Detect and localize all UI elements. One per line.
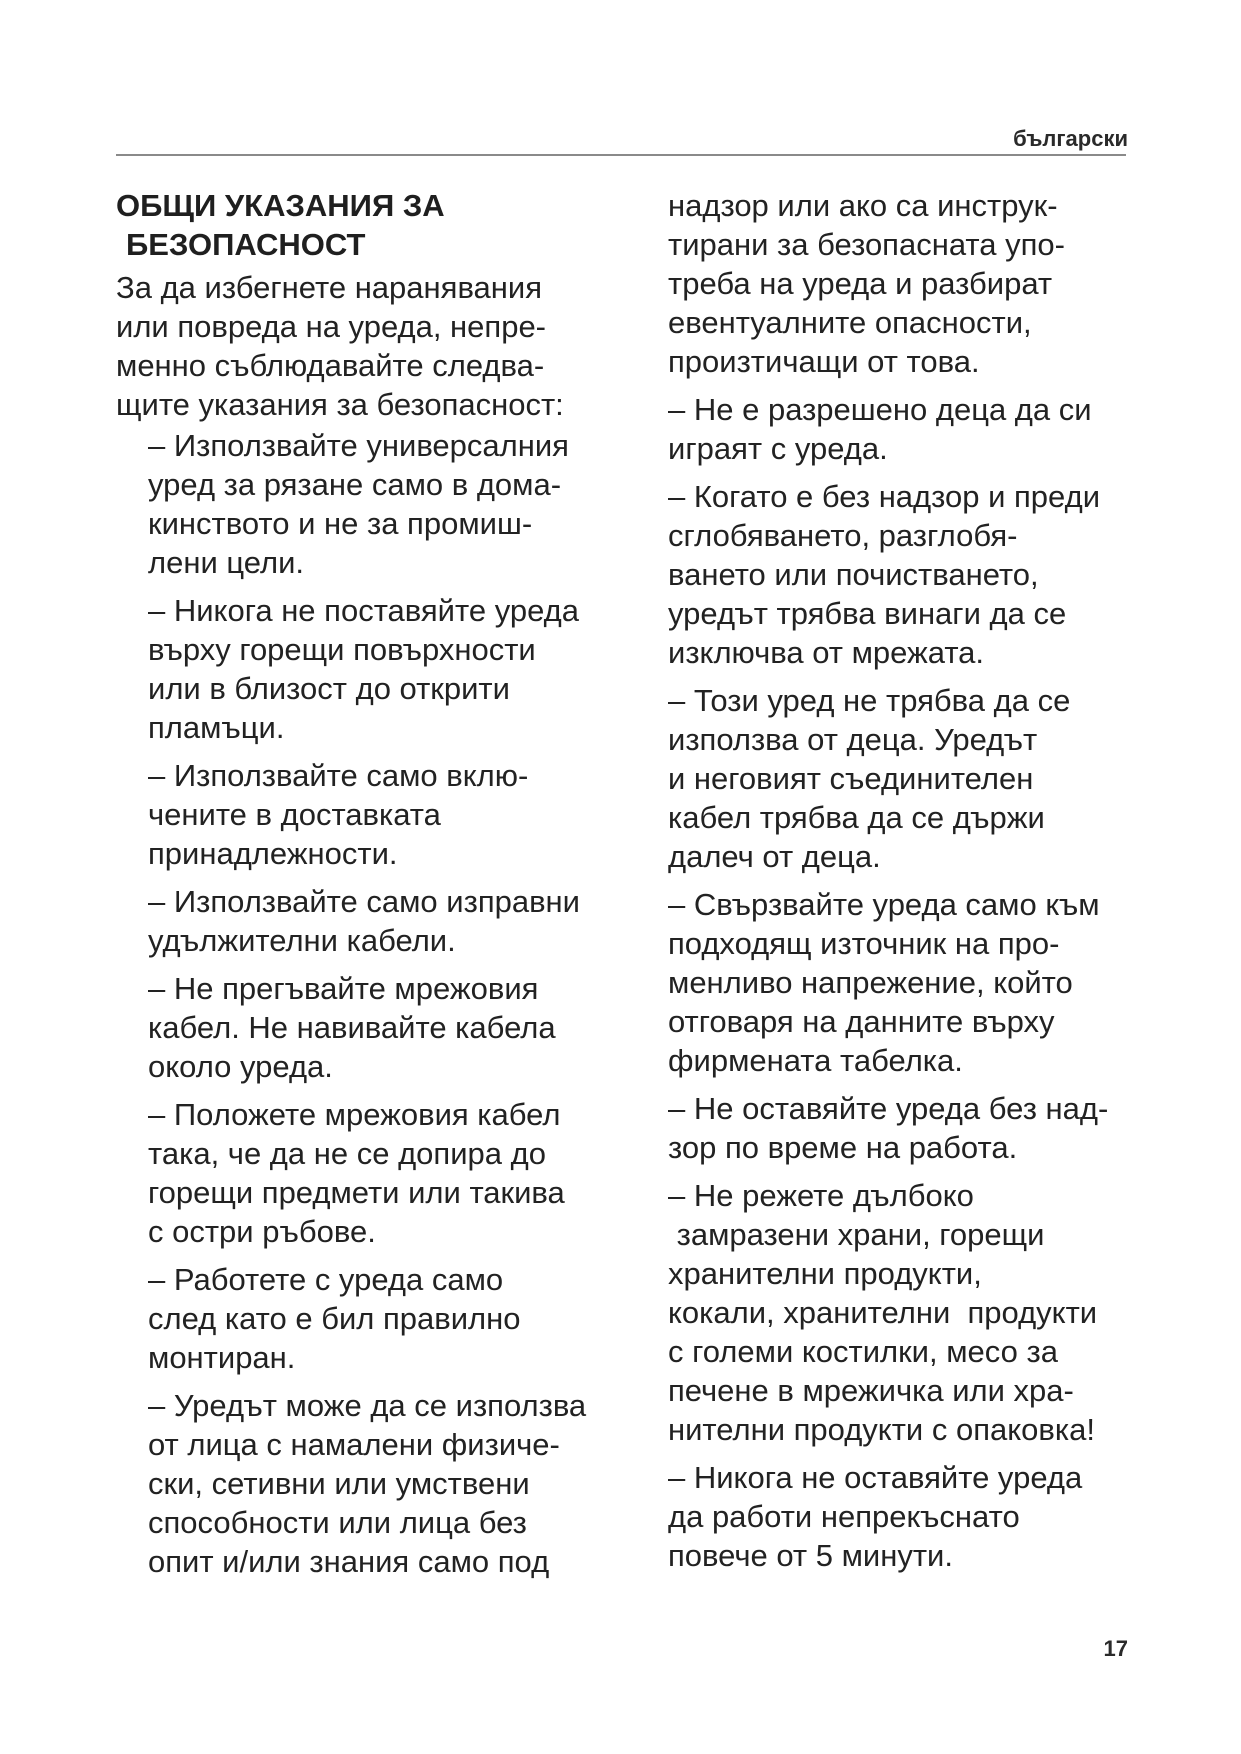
text-line: далеч от деца. bbox=[668, 839, 881, 874]
text-line: използва от деца. Уредът bbox=[668, 722, 1038, 757]
section-title bbox=[116, 186, 636, 264]
text-line: евентуалните опасности, bbox=[668, 305, 1032, 340]
text-line: – Положете мрежовия кабел bbox=[148, 1097, 561, 1132]
safety-item bbox=[116, 882, 636, 960]
safety-item bbox=[668, 885, 1150, 1080]
section-title-line1: ОБЩИ УКАЗАНИЯ ЗА bbox=[116, 188, 445, 223]
text-line: уредът трябва винаги да се bbox=[668, 596, 1067, 631]
text-line: или повреда на уреда, непре- bbox=[116, 309, 547, 344]
text-line: ването или почистването, bbox=[668, 557, 1039, 592]
text-line: опит и/или знания само под bbox=[148, 1544, 550, 1579]
text-line: така, че да не се допира до bbox=[148, 1136, 546, 1171]
text-line: кинството и не за промиш- bbox=[148, 506, 533, 541]
intro-paragraph bbox=[116, 268, 636, 424]
text-line: произтичащи от това. bbox=[668, 344, 980, 379]
text-line: изключва от мрежата. bbox=[668, 635, 985, 670]
text-line: тирани за безопасната упо- bbox=[668, 227, 1065, 262]
text-line: пламъци. bbox=[148, 710, 285, 745]
text-line: – Използвайте универсалния bbox=[148, 428, 569, 463]
safety-item bbox=[116, 1095, 636, 1251]
text-line: – Свързвайте уреда само към bbox=[668, 887, 1100, 922]
text-line: – Не е разрешено деца да си bbox=[668, 392, 1092, 427]
safety-item bbox=[116, 1386, 636, 1581]
header-rule bbox=[116, 154, 1126, 156]
left-column bbox=[116, 186, 636, 1590]
text-line: след като е бил правилно bbox=[148, 1301, 521, 1336]
text-line: – Този уред не трябва да се bbox=[668, 683, 1071, 718]
text-line: – Когато е без надзор и преди bbox=[668, 479, 1101, 514]
text-line: – Не режете дълбоко bbox=[668, 1178, 974, 1213]
text-line: да работи непрекъснато bbox=[668, 1499, 1020, 1534]
safety-item bbox=[116, 969, 636, 1086]
text-line: – Никога не оставяйте уреда bbox=[668, 1460, 1083, 1495]
text-line: кабел. Не навивайте кабела bbox=[148, 1010, 556, 1045]
right-items bbox=[668, 390, 1150, 1575]
text-line: отговаря на данните върху bbox=[668, 1004, 1055, 1039]
text-line: повече от 5 минути. bbox=[668, 1538, 953, 1573]
text-line: надзор или ако са инструк- bbox=[668, 188, 1058, 223]
text-line: от лица с намалени физиче- bbox=[148, 1427, 560, 1462]
text-line: подходящ източник на про- bbox=[668, 926, 1060, 961]
text-line: – Използвайте само изправни bbox=[148, 884, 580, 919]
text-line: с големи костилки, месо за bbox=[668, 1334, 1058, 1369]
text-line: способности или лица без bbox=[148, 1505, 527, 1540]
text-line: и неговият съединителен bbox=[668, 761, 1034, 796]
text-line: – Не оставяйте уреда без над- bbox=[668, 1091, 1109, 1126]
text-line: – Не прегъвайте мрежовия bbox=[148, 971, 539, 1006]
text-line: удължителни кабели. bbox=[148, 923, 456, 958]
left-items bbox=[116, 426, 636, 1581]
text-line: замразени храни, горещи bbox=[668, 1217, 1045, 1252]
text-line: сглобяването, разглобя- bbox=[668, 518, 1018, 553]
text-line: играят с уреда. bbox=[668, 431, 888, 466]
safety-item bbox=[668, 1176, 1150, 1449]
text-line: – Използвайте само вклю- bbox=[148, 758, 529, 793]
continuation-paragraph bbox=[668, 186, 1150, 381]
safety-item bbox=[668, 477, 1150, 672]
text-line: монтиран. bbox=[148, 1340, 296, 1375]
text-line: ски, сетивни или умствени bbox=[148, 1466, 530, 1501]
page-number: 17 bbox=[1103, 1636, 1128, 1661]
text-line: принадлежности. bbox=[148, 836, 398, 871]
safety-item bbox=[116, 1260, 636, 1377]
text-line: щите указания за безопасност: bbox=[116, 387, 564, 422]
text-line: менно съблюдавайте следва- bbox=[116, 348, 545, 383]
right-column bbox=[668, 186, 1150, 1584]
safety-item bbox=[116, 756, 636, 873]
text-line: хранителни продукти, bbox=[668, 1256, 982, 1291]
text-line: с остри ръбове. bbox=[148, 1214, 376, 1249]
text-line: върху горещи повърхности bbox=[148, 632, 536, 667]
safety-item bbox=[668, 1458, 1150, 1575]
safety-item bbox=[668, 390, 1150, 468]
text-line: горещи предмети или такива bbox=[148, 1175, 565, 1210]
safety-item bbox=[668, 681, 1150, 876]
text-line: – Работете с уреда само bbox=[148, 1262, 504, 1297]
text-line: печене в мрежичка или хра- bbox=[668, 1373, 1074, 1408]
language-label: български bbox=[1013, 126, 1128, 151]
text-line: кабел трябва да се държи bbox=[668, 800, 1045, 835]
text-line: – Никога не поставяйте уреда bbox=[148, 593, 579, 628]
text-line: фирмената табелка. bbox=[668, 1043, 963, 1078]
safety-item bbox=[116, 426, 636, 582]
section-title-line2: БЕЗОПАСНОСТ bbox=[126, 227, 366, 262]
text-line: кокали, хранителни продукти bbox=[668, 1295, 1098, 1330]
text-line: – Уредът може да се използва bbox=[148, 1388, 587, 1423]
text-line: менливо напрежение, който bbox=[668, 965, 1073, 1000]
text-line: около уреда. bbox=[148, 1049, 333, 1084]
text-line: лени цели. bbox=[148, 545, 305, 580]
text-line: За да избегнете наранявания bbox=[116, 270, 543, 305]
text-line: треба на уреда и разбират bbox=[668, 266, 1053, 301]
text-line: или в близост до открити bbox=[148, 671, 510, 706]
text-line: зор по време на работа. bbox=[668, 1130, 1018, 1165]
safety-item bbox=[116, 591, 636, 747]
text-line: нителни продукти с опаковка! bbox=[668, 1412, 1095, 1447]
text-line: уред за рязане само в дома- bbox=[148, 467, 562, 502]
safety-item bbox=[668, 1089, 1150, 1167]
text-line: чените в доставката bbox=[148, 797, 441, 832]
